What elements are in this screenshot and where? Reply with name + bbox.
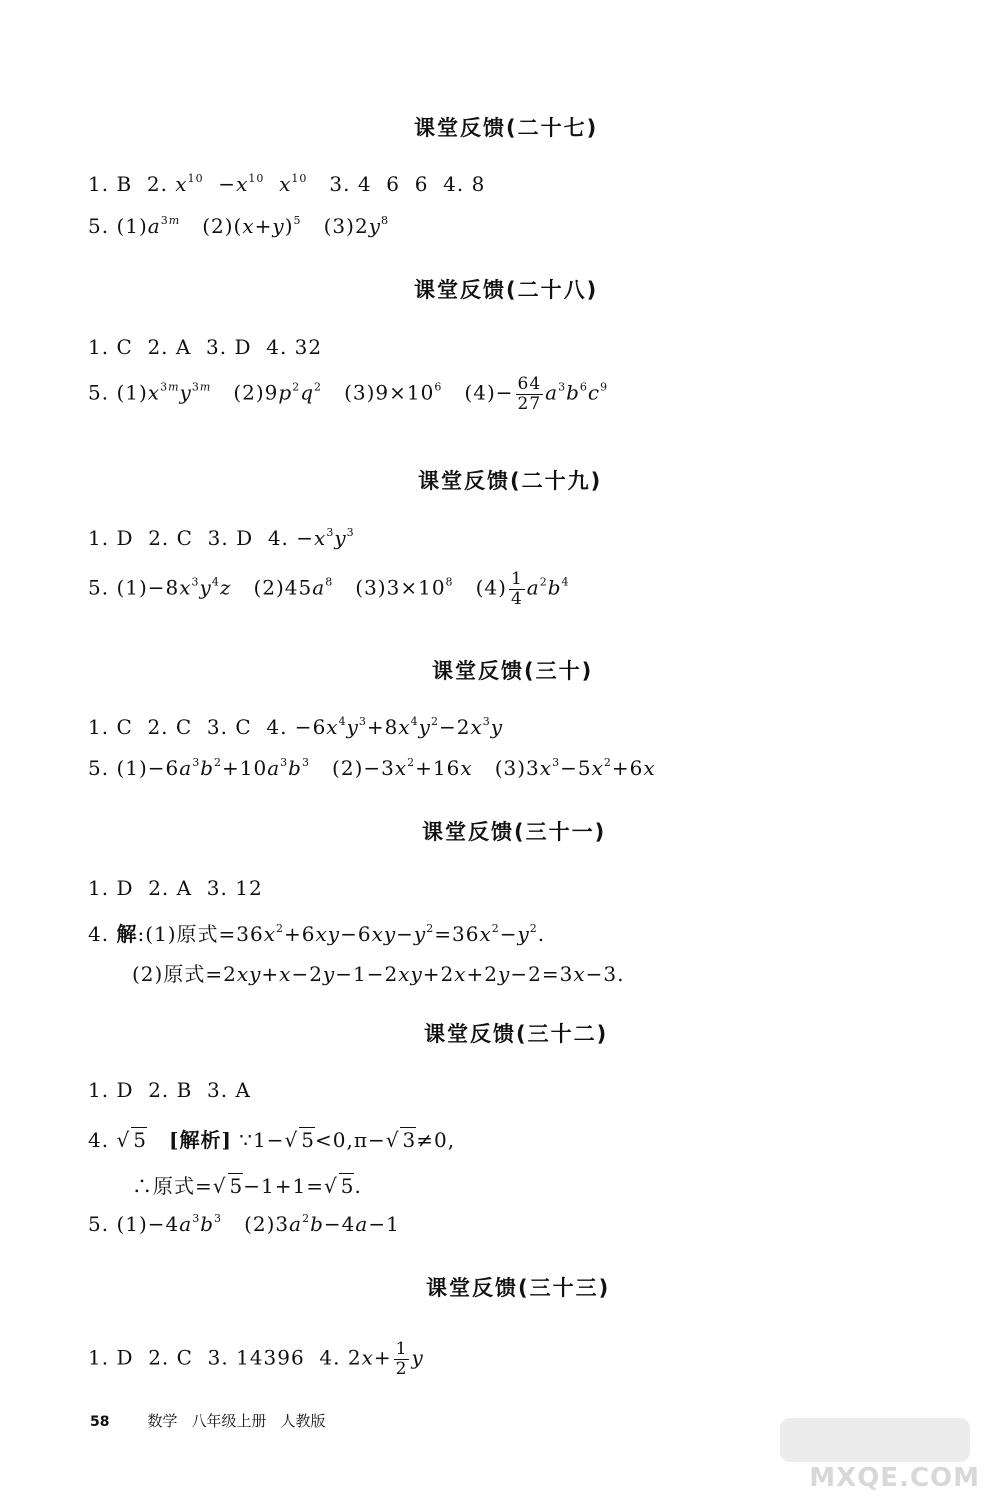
- answer-line: 5. $(1)a^{3m}$ $(2)(x+y)^5$ $(3)2y^8$: [88, 214, 389, 238]
- page-number: 58: [90, 1414, 110, 1430]
- section-title-31: 课堂反馈(三十一): [422, 820, 607, 844]
- answer-line: (2)原式=2xy+x−2y−1−2xy+2x+2y−2=3x−3.: [132, 962, 625, 986]
- answer-line: 1. C 2. C 3. C 4. $-6x^4y^3+8x^4y^2-2x^3y$: [88, 715, 504, 739]
- answer-line: 4. √ 5 [解析] ∵1−√ 5<0,π−√ 3≠0,: [88, 1128, 456, 1152]
- answer-line: 1. D 2. B 3. A: [88, 1078, 251, 1102]
- answer-line: 1. C 2. A 3. D 4. 32: [88, 335, 323, 359]
- section-title-28: 课堂反馈(二十八): [414, 278, 599, 302]
- answer-line: 5. $(1)-8x^3y^4z$ $(2)45a^8$ $(3)3\times 10^8$ (4) $\frac{1}{4}$ $a^2b^4$: [88, 569, 570, 609]
- section-title-33: 课堂反馈(三十三): [426, 1276, 611, 1300]
- page-footer: [90, 1410, 340, 1431]
- section-title-27: 课堂反馈(二十七): [414, 116, 599, 140]
- watermark-logo-icon: [780, 1418, 970, 1462]
- answer-line: 1. B 2. $x^{10} -x^{10}$ $x^{10}$ 3. 4 6 6 4. 8: [88, 172, 486, 196]
- watermark: [770, 1418, 980, 1493]
- answer-line: 5. $(1)-6a^3b^2+10a^3b^3$ $(2)-3x^2+16x$ $(3)3x^3-5x^2+6x$: [88, 756, 656, 780]
- section-title-32: 课堂反馈(三十二): [424, 1022, 609, 1046]
- answer-line: 5. $(1)-4a^3b^3$ $(2)3a^2b-4a-1$: [88, 1212, 400, 1236]
- answer-line: ∴原式=√ 5−1+1=√ 5.: [132, 1174, 362, 1198]
- footer-edition: 人教版: [280, 1412, 326, 1430]
- footer-subject: 数学: [147, 1412, 178, 1430]
- section-title-29: 课堂反馈(二十九): [418, 469, 603, 493]
- answer-line: 1. D 2. C 3. D 4. $-x^3y^3$: [88, 526, 355, 550]
- answer-line: 1. D 2. C 3. 14396 4. 2x+ $\frac{1}{2}$ y: [88, 1339, 424, 1379]
- section-title-30: 课堂反馈(三十): [432, 659, 594, 683]
- watermark-text: MXQE.COM: [809, 1463, 980, 1493]
- answer-line: 5. $(1)x^{3m}y^{3m}$ $(2)9p^2q^2$ $(3)9\times 10^6$ (4)− $\frac{64}{27}$ $a^3b^6c^9$: [88, 374, 609, 414]
- footer-grade: 八年级上册: [191, 1412, 267, 1430]
- answer-line: 1. D 2. A 3. 12: [88, 876, 263, 900]
- answer-line: 4. 解:(1)原式$=36x^2+6xy-6xy-y^2=36x^2-y^2$.: [88, 922, 546, 946]
